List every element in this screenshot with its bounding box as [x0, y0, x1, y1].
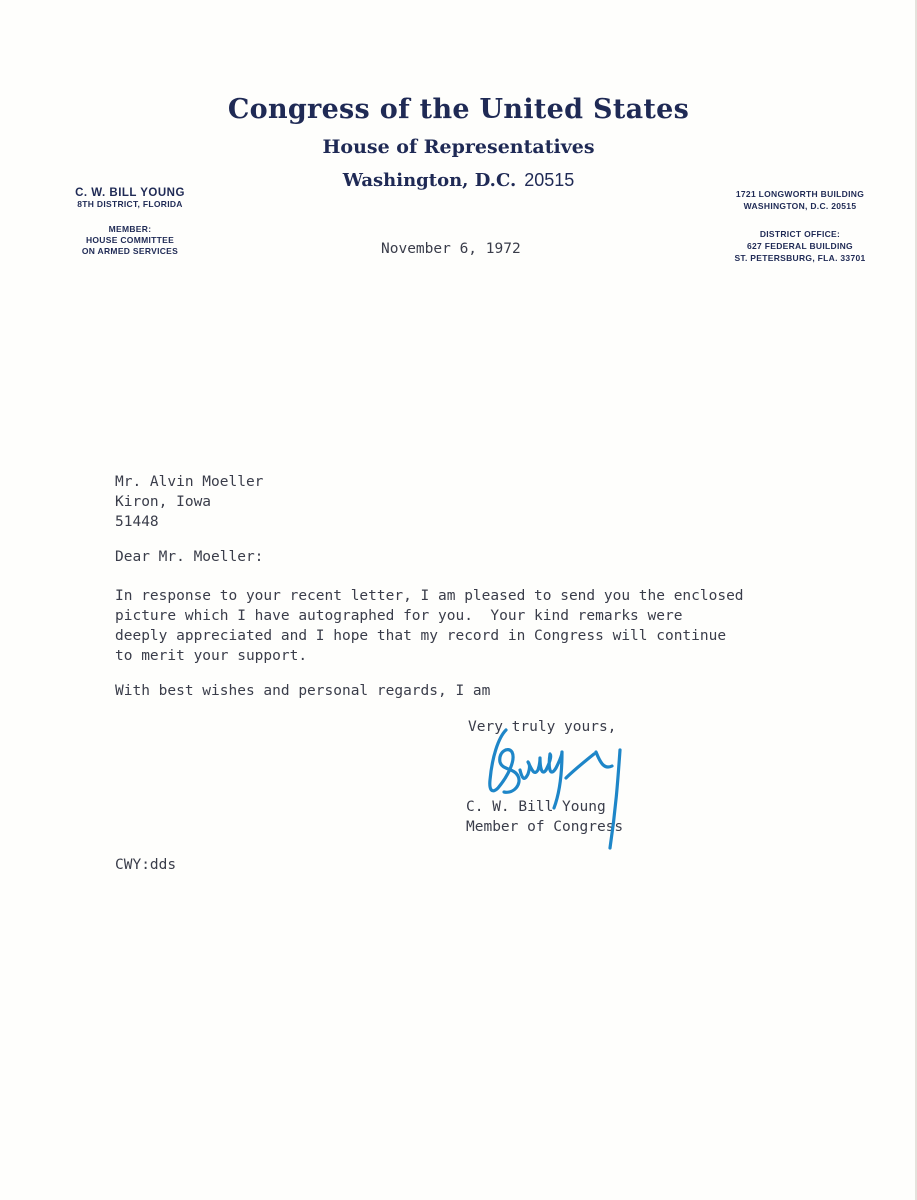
body-line: deeply appreciated and I hope that my record in Congress will continue	[115, 628, 727, 644]
salutation: Dear Mr. Moeller:	[115, 549, 264, 565]
office-line-1: 1721 LONGWORTH BUILDING	[735, 189, 865, 199]
district-office-line-2: ST. PETERSBURG, FLA. 33701	[734, 253, 866, 263]
district-office-line-1: 627 FEDERAL BUILDING	[747, 241, 853, 251]
body-line: to merit your support.	[115, 648, 308, 664]
congressman-name: C. W. BILL YOUNG	[75, 187, 185, 199]
body-line: In response to your recent letter, I am pleased to send you the enclosed	[115, 588, 744, 604]
signer-title: Member of Congress	[466, 819, 624, 835]
letterhead-city-name: Washington, D.C.	[342, 170, 517, 191]
letter-body	[115, 586, 744, 666]
district-office-label: DISTRICT OFFICE:	[759, 229, 841, 239]
closing-line: With best wishes and personal regards, I am	[115, 683, 491, 699]
signer-name: C. W. Bill Young	[466, 799, 606, 815]
office-line-2: WASHINGTON, D.C. 20515	[743, 201, 857, 211]
congressman-district: 8TH DISTRICT, FLORIDA	[77, 199, 183, 209]
letterhead-title: Congress of the United States	[227, 94, 690, 125]
committee-line-1: HOUSE COMMITTEE	[85, 235, 175, 245]
office-info	[720, 188, 880, 264]
recipient-line: 51448	[115, 514, 159, 530]
member-label: MEMBER:	[108, 224, 152, 234]
recipient-line: Mr. Alvin Moeller	[115, 474, 264, 490]
body-line: picture which I have autographed for you. Your kind remarks were	[115, 608, 683, 624]
letterhead-subtitle: House of Representatives	[322, 136, 595, 158]
congressman-info	[55, 187, 205, 257]
typist-initials: CWY:dds	[115, 857, 177, 873]
handwritten-signature	[470, 718, 650, 868]
valediction: Very truly yours,	[468, 719, 617, 735]
recipient-line: Kiron, Iowa	[115, 494, 212, 510]
recipient-address	[115, 472, 263, 532]
letterhead-zip: 20515	[524, 170, 575, 190]
letter-date: November 6, 1972	[381, 241, 521, 257]
committee-line-2: ON ARMED SERVICES	[81, 246, 179, 256]
